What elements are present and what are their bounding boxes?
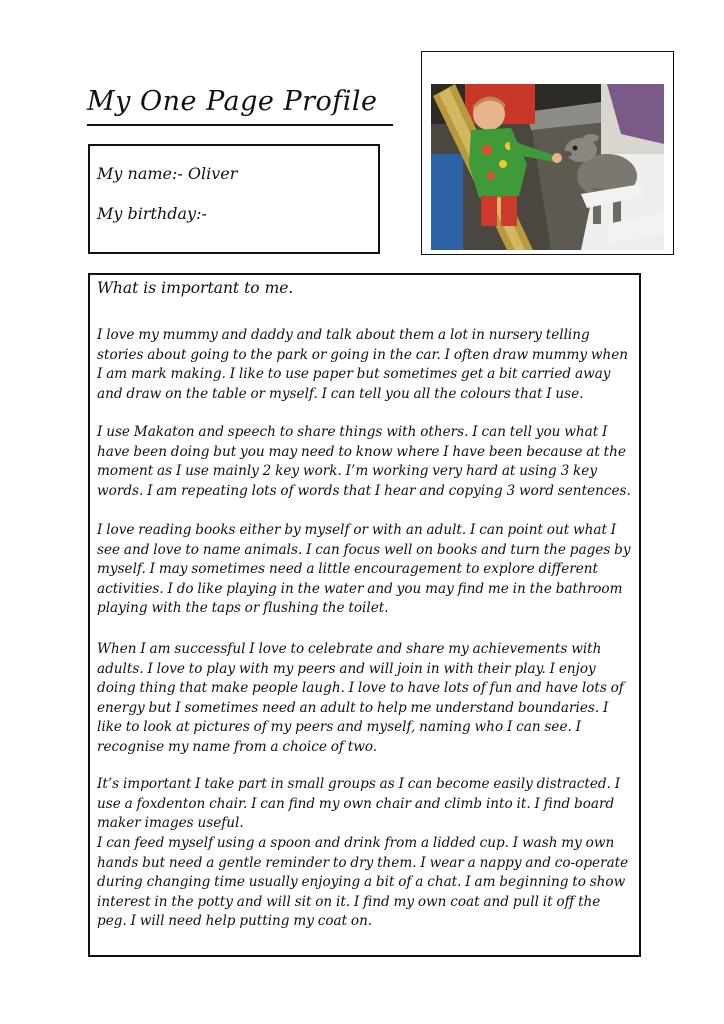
paragraph-family: I love my mummy and daddy and talk about them a lot in nursery telling stories about going to the park or going in the car. I often draw mummy when I am mark making. I like to use paper but sometimes get a bit carried away and draw on the table or myself. I can tell you all the colours that I use. (97, 327, 629, 402)
paragraph-reading: I love reading books either by myself or with an adult. I can point out what I see and love to name animals. I can focus well on books and turn the pages by myself. I may sometimes need a little encouragement to explore different activities. I do like playing in the water and you may find me in the bathroom playing with the taps or flushing the toilet. (97, 522, 631, 616)
child-with-lamb-photo-icon (431, 84, 664, 250)
birthday-label: My birthday:- (97, 204, 207, 223)
paragraph-social: When I am successful I love to celebrate and share my achievements with adults. I love to play with my peers and will join in with their play. I enjoy doing thing that make people laugh. I love to have lots of fun and have lots of energy but I sometimes need an adult to help me understand boundaries. I like to look at pictures of my peers and myself, naming who I can see. I recognise my name from a choice of two. (97, 641, 624, 755)
page-title: My One Page Profile (87, 86, 378, 117)
name-box (88, 144, 380, 254)
paragraph-groups: It’s important I take part in small groups as I can become easily distracted. I use a foxdenton chair. I can find my own chair and climb into it. I find board maker images useful. (97, 776, 621, 831)
paragraph-communication: I use Makaton and speech to share things with others. I can tell you what I have been doing but you may need to know where I have been because at the moment as I use mainly 2 key work. I’m working very hard at using 3 key words. I am repeating lots of words that I hear and copying 3 word sentences. (97, 424, 631, 499)
section-heading: What is important to me. (97, 279, 294, 297)
title-underline (87, 124, 393, 126)
photo-frame (421, 51, 674, 255)
paragraph-self-care: I can feed myself using a spoon and drink from a lidded cup. I wash my own hands but need a gentle reminder to dry them. I wear a nappy and co-operate during changing time usually enjoying a bit of a chat. I am beginning to show interest in the potty and will sit on it. I find my own coat and pull it off the peg. I will need help putting my coat on. (97, 835, 629, 929)
important-section (88, 273, 641, 957)
name-label: My name:- Oliver (97, 164, 238, 183)
